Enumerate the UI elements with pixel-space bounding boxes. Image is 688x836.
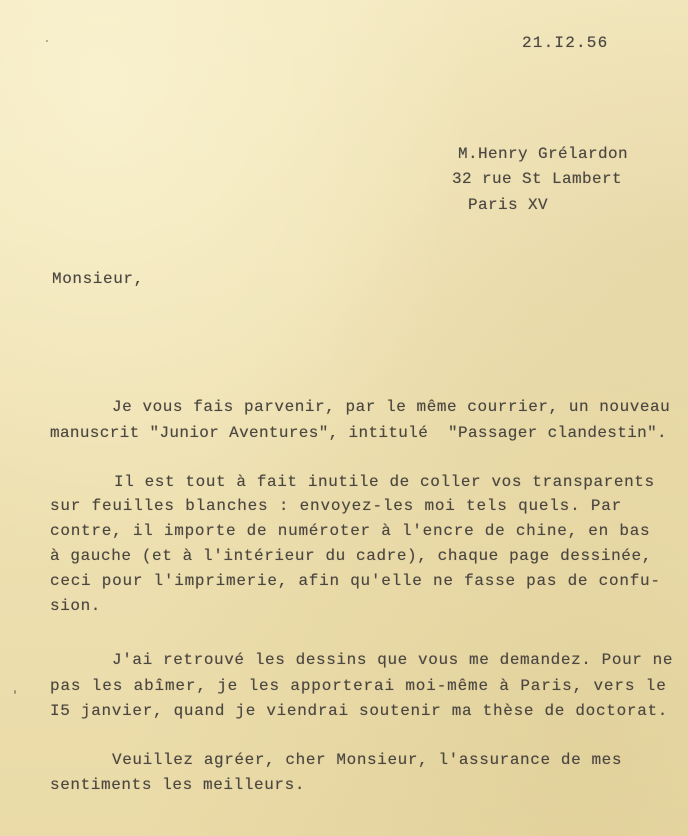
recipient-name: M.Henry Grélardon (458, 145, 629, 163)
paragraph-3-line-1: J'ai retrouvé les dessins que vous me demandez. Pour ne (112, 651, 674, 669)
ink-speck (14, 690, 16, 694)
letter-date: 21.I2.56 (522, 34, 609, 52)
closing-line-2: sentiments les meilleurs. (50, 776, 306, 794)
paragraph-2-line-3: contre, il importe de numéroter à l'encre de chine, en bas (50, 522, 651, 540)
recipient-city: Paris XV (468, 196, 549, 214)
paragraph-2-line-5: ceci pour l'imprimerie, afin qu'elle ne fasse pas de confu- (50, 572, 661, 590)
paragraph-2-line-1: Il est tout à fait inutile de coller vos transparents (114, 473, 655, 491)
paragraph-3-line-3: I5 janvier, quand je viendrai soutenir ma thèse de doctorat. (50, 702, 669, 720)
paragraph-2-line-2: sur feuilles blanches : envoyez-les moi tels quels. Par (50, 497, 623, 515)
paragraph-2-line-4: à gauche (et à l'intérieur du cadre), chaque page dessinée, (50, 547, 652, 565)
paragraph-1-line-1: Je vous fais parvenir, par le même courrier, un nouveau (112, 398, 671, 416)
recipient-street: 32 rue St Lambert (452, 170, 623, 188)
closing-line-1: Veuillez agréer, cher Monsieur, l'assurance de mes (112, 751, 623, 769)
salutation: Monsieur, (52, 270, 144, 288)
paragraph-3-line-2: pas les abîmer, je les apporterai moi-même à Paris, vers le (50, 677, 667, 695)
paragraph-1-line-2: manuscrit "Junior Aventures", intitulé "Passager clandestin". (50, 424, 667, 442)
paragraph-2-line-6: sion. (50, 597, 102, 615)
ink-speck (46, 40, 48, 42)
